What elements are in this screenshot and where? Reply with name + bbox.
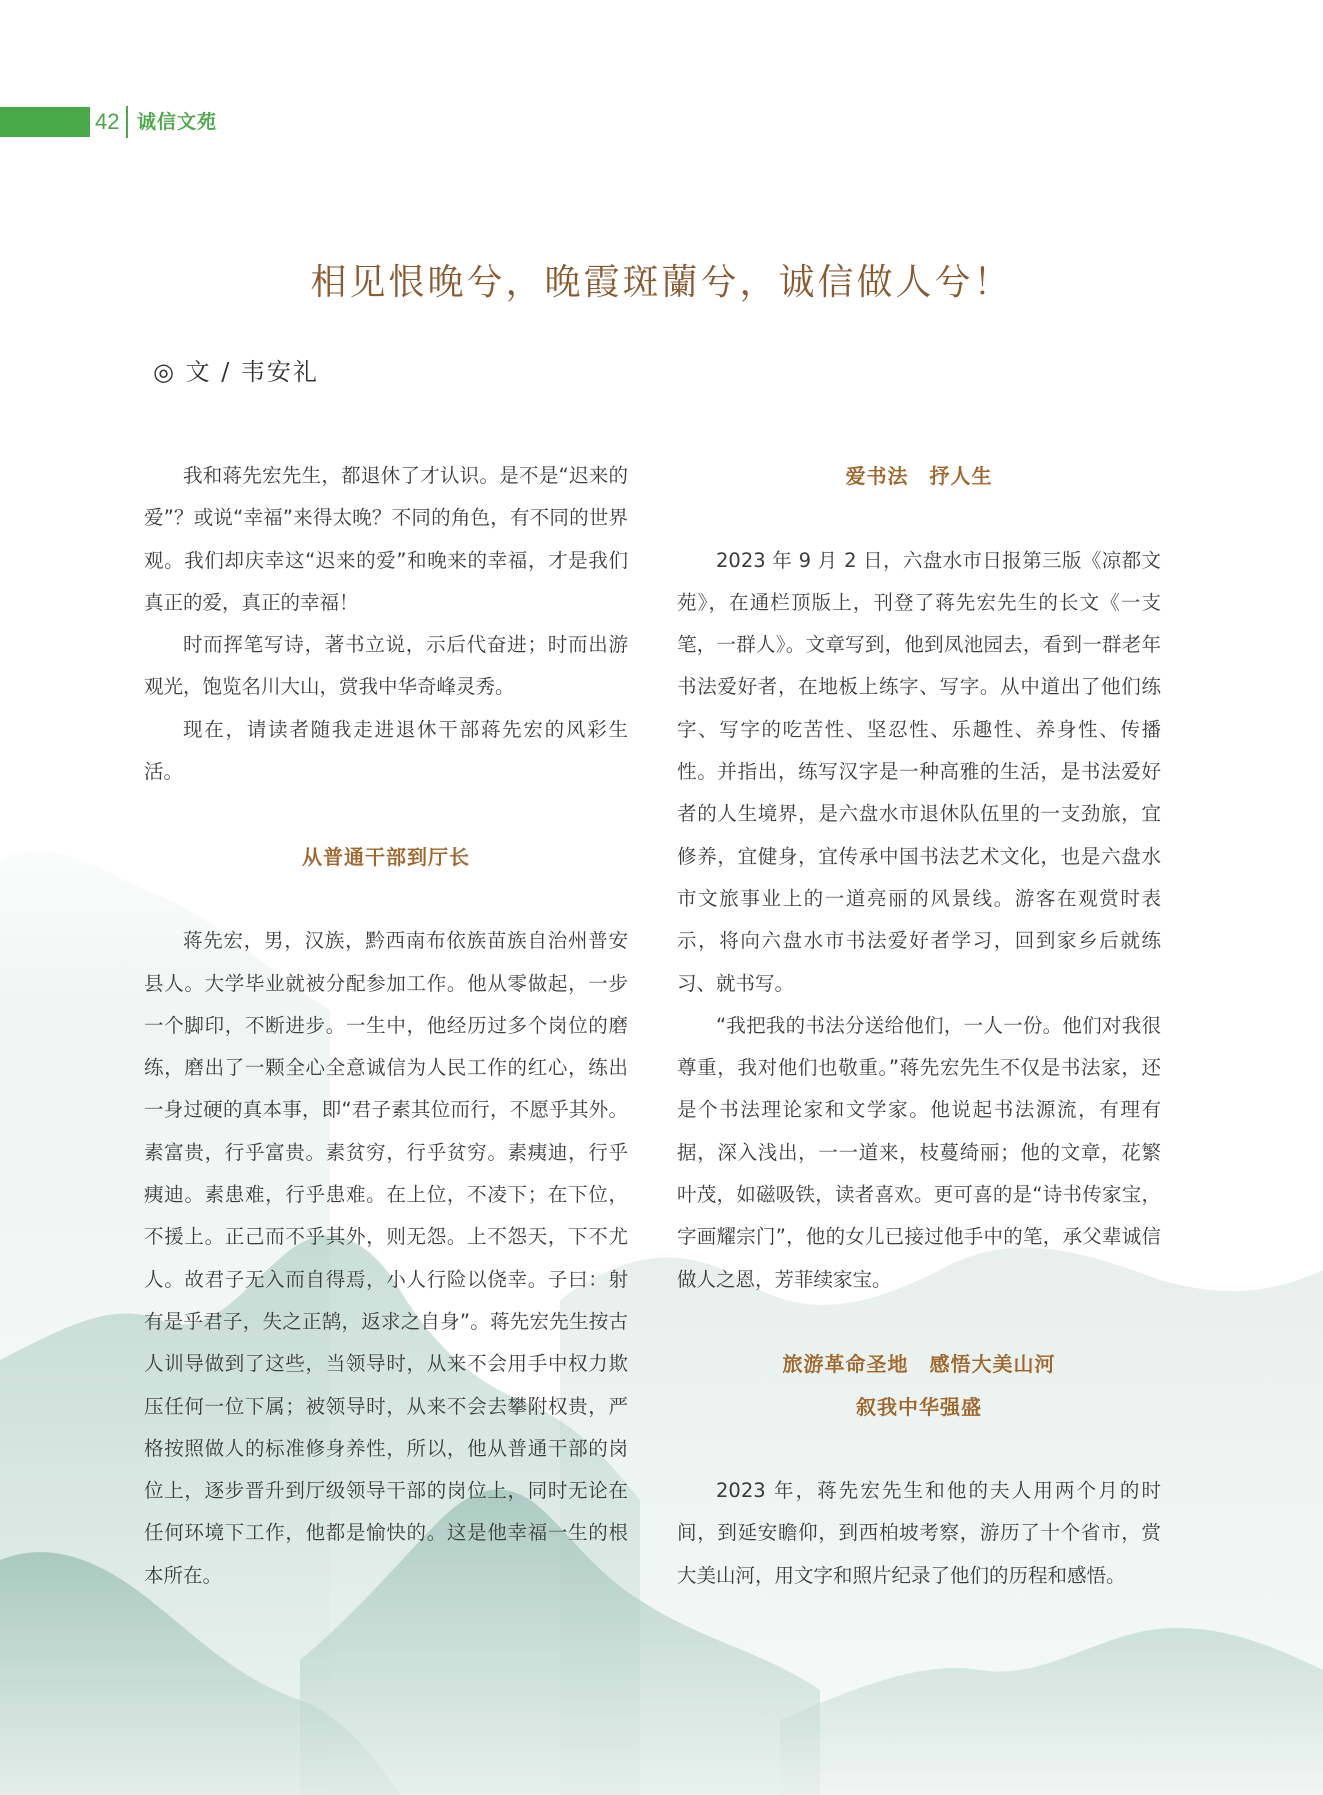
section-heading-career: 从普通干部到厅长 <box>302 844 470 869</box>
header-accent-bar <box>0 107 90 137</box>
paragraph-career: 蒋先宏，男，汉族，黔西南布依族苗族自治州普安县人。大学毕业就被分配参加工作。他从零做起，一步一个脚印，不断进步。一生中，他经历过多个岗位的磨练，磨出了一颗全心全意诚信为人民工作的红心，练出一身过硬的真本事，即“君子素其位而行，不愿乎其外。素富贵，行乎富贵。素贫穷，行乎贫穷。素痍迪，行乎痍迪。素患难，行乎患难。在上位，不凌下；在下位，不援上。正己而不乎其外，则无怨。上不怨天，下不尤人。故君子无入而自得焉，小人行险以侥幸。子曰：射有是乎君子，失之正鹄，返求之自身”。蒋先宏先生按古人训导做到了这些，当领导时，从来不会用手中权力欺压任何一位下属；被领导时，从来不会去攀附权贵，严格按照做人的标准修身养性，所以，他从普通干部的岗位上，逐步晋升到厅级领导干部的岗位上，同时无论在任何环境下工作，他都是愉快的。这是他幸福一生的根本所在。 <box>144 929 628 1587</box>
article-title: 相见恨晚兮，晚霞斑蘭兮，诚信做人兮！ <box>310 262 1013 303</box>
paragraph-hobbies: 时而挥笔写诗，著书立说，示后代奋进；时而出游观光，饱览名川大山，赏我中华奇峰灵秀。 <box>144 633 628 699</box>
paragraph-travel: 2023 年，蒋先宏先生和他的夫人用两个月的时间，到延安瞻仰，到西柏坡考察，游历了十个省市，赏大美山河，用文字和照片纪录了他们的历程和感悟。 <box>677 1479 1161 1587</box>
paragraph-intro: 我和蒋先宏先生，都退休了才认识。是不是“迟来的爱”？或说“幸福”来得太晚？不同的角色，有不同的世界观。我们却庆幸这“迟来的爱”和晚来的幸福，才是我们真正的爱，真正的幸福！ <box>144 464 628 614</box>
section-heading-travel-line1: 旅游革命圣地 感悟大美山河 <box>782 1352 1056 1377</box>
paragraph-calligraphy: 2023 年 9 月 2 日，六盘水市日报第三版《凉都文苑》，在通栏顶版上，刊登了蒋先宏先生的长文《一支笔，一群人》。文章写到，他到凤池园去，看到一群老年书法爱好者，在地板上练字、写字。从中道出了他们练字、写字的吃苦性、坚忍性、乐趣性、养身性、传播性。并指出，练写汉字是一种高雅的生活，是书法爱好者的人生境界，是六盘水市退休队伍里的一支劲旅，宜修养，宜健身，宜传承中国书法艺术文化，也是六盘水市文旅事业上的一道亮丽的风景线。游客在观赏时表示，将向六盘水市书法爱好者学习，回到家乡后就练习、就书写。 <box>677 548 1161 995</box>
section-name: 诚信文苑 <box>137 111 218 133</box>
article-byline: ◎ 文 / 韦安礼 <box>153 358 319 386</box>
page-number: 42 <box>95 109 120 134</box>
section-heading-calligraphy: 爱书法 抒人生 <box>845 464 993 488</box>
right-column <box>677 455 1161 1597</box>
paragraph-invitation: 现在，请读者随我走进退休干部蒋先宏的风彩生活。 <box>144 717 628 784</box>
section-heading-travel-line2: 叙我中华强盛 <box>856 1394 982 1419</box>
paragraph-sharing: “我把我的书法分送给他们，一人一份。他们对我很尊重，我对他们也敬重。”蒋先宏先生不仅是书法家，还是个书法理论家和文学家。他说起书法源流，有理有据，深入浅出，一一道来，枝蔓绮丽；他的文章，花繁叶茂，如磁吸铁，读者喜欢。更可喜的是“诗书传家宝，字画耀宗门”，他的女儿已接过他手中的笔，承父辈诚信做人之恩，芳菲续家宝。 <box>677 1013 1161 1291</box>
header-divider <box>126 106 128 138</box>
left-column <box>144 455 628 1597</box>
